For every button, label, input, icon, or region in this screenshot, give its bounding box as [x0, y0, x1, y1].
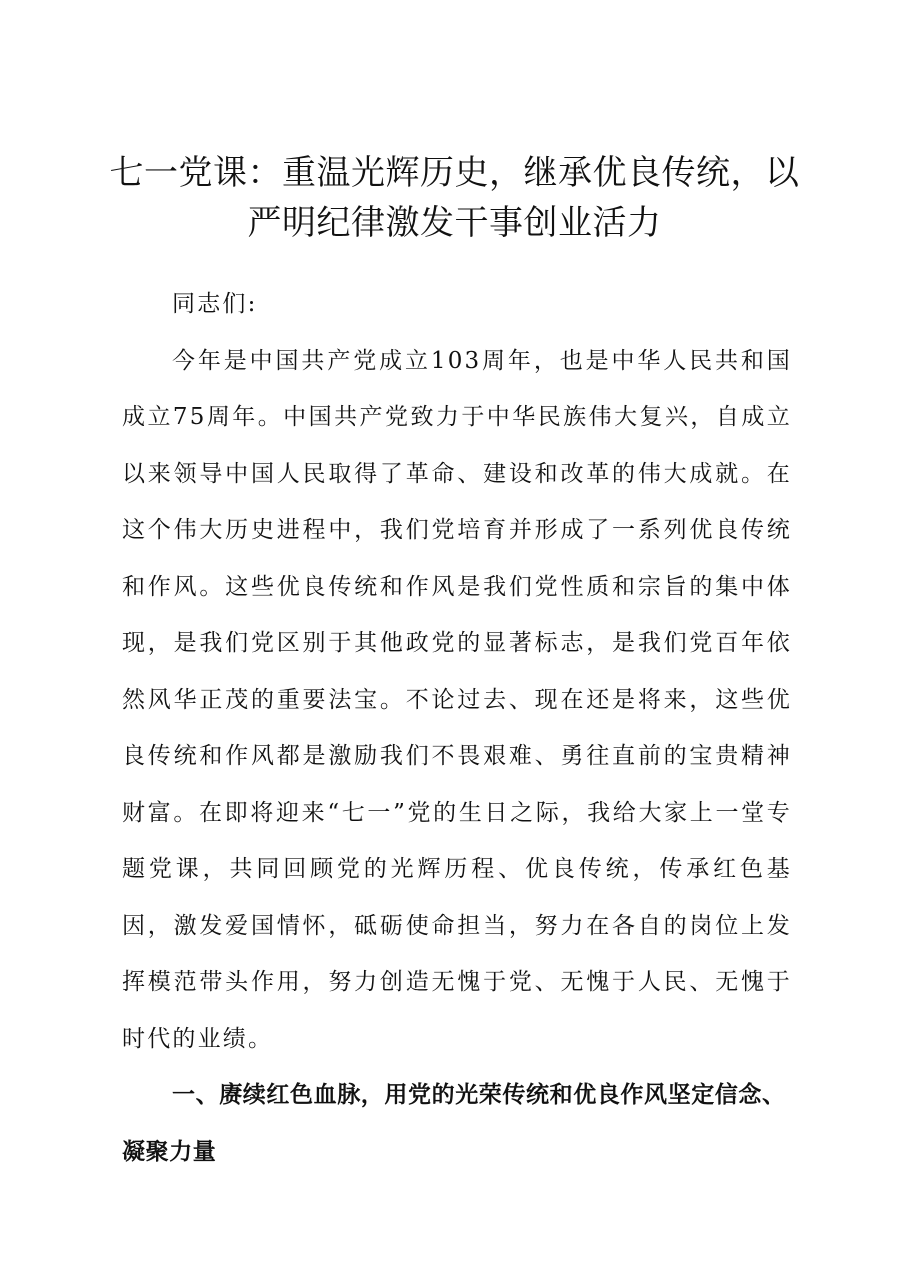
document-title-line-1: 七一党课：重温光辉历史，继承优良传统，以 — [109, 153, 800, 193]
document-title-line-2: 严明纪律激发干事创业活力 — [247, 203, 662, 243]
document-body — [122, 276, 792, 1180]
section-heading-1: 一、赓续红色血脉，用党的光荣传统和优良作风坚定信念、凝聚力量 — [122, 1082, 786, 1165]
document-title — [80, 148, 829, 248]
salutation: 同志们: — [172, 291, 258, 317]
paragraph-1: 今年是中国共产党成立103周年，也是中华人民共和国成立75周年。中国共产党致力于中华民族伟大复兴，自成立以来领导中国人民取得了革命、建设和改革的伟大成就。在这个伟大历史进程中，我们党培育并形成了一系列优良传统和作风。这些优良传统和作风是我们党性质和宗旨的集中体现，是我们党区别于其他政党的显著标志，是我们党百年依然风华正茂的重要法宝。不论过去、现在还是将来，这些优良传统和作风都是激励我们不畏艰难、勇往直前的宝贵精神财富。在即将迎来“七一”党的生日之际，我给大家上一堂专题党课，共同回顾党的光辉历程、优良传统，传承红色基因，激发爱国情怀，砥砺使命担当，努力在各自的岗位上发挥模范带头作用，努力创造无愧于党、无愧于人民、无愧于时代的业绩。 — [122, 347, 792, 1052]
